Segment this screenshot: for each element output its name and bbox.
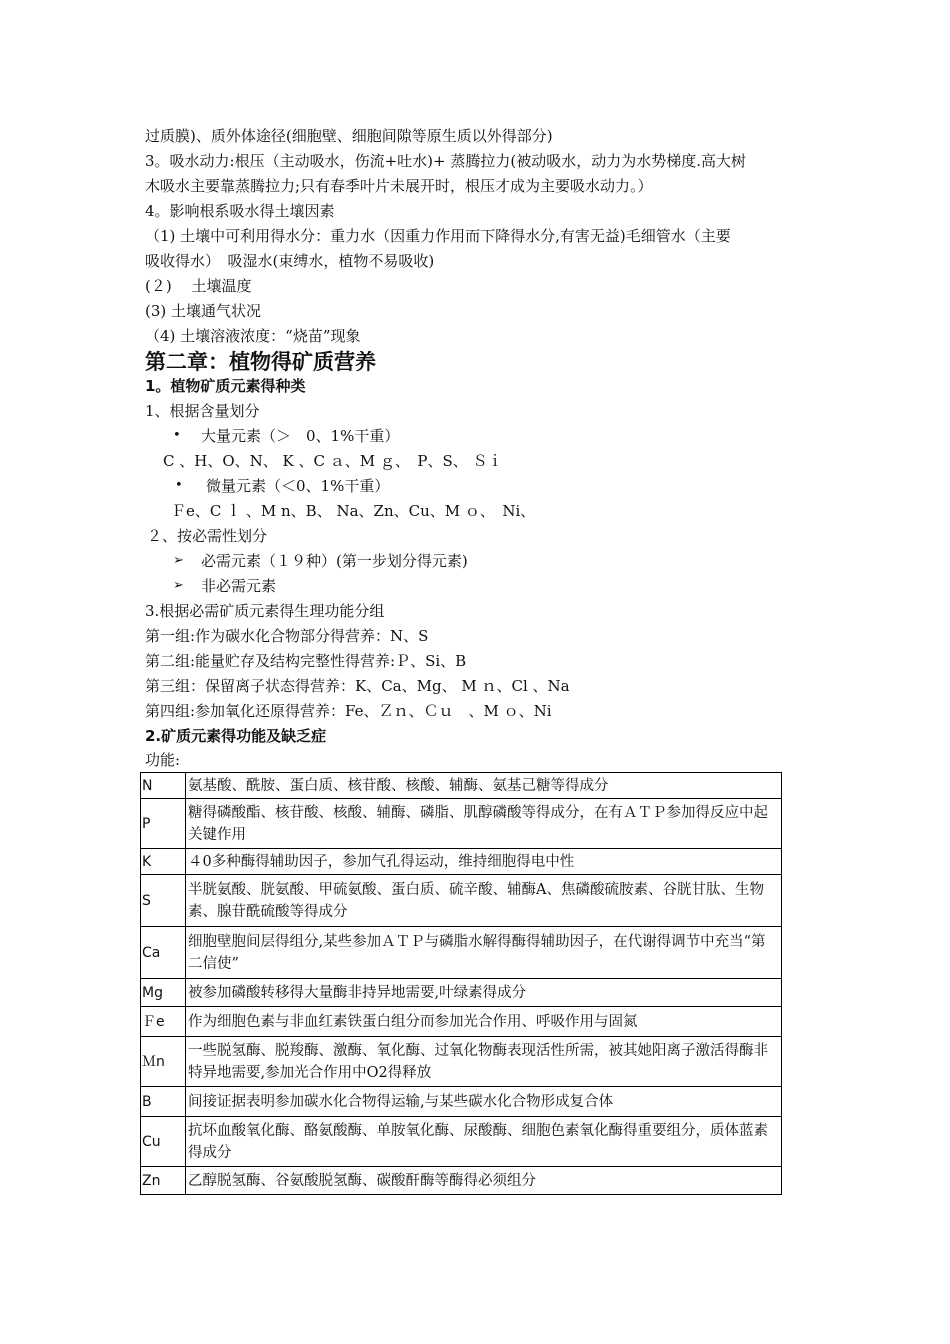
- text-line: 1、根据含量划分: [145, 402, 260, 420]
- table-row: [141, 875, 782, 927]
- function-cell: 细胞壁胞间层得组分,某些参加ＡＴＰ与磷脂水解得酶得辅助因子，在代谢得调节中充当“第二信使”: [186, 927, 782, 979]
- text-line: 必需元素（１９种）(第一步划分得元素): [201, 552, 468, 570]
- text-line: 功能:: [145, 751, 181, 769]
- function-cell: 乙醇脱氢酶、谷氨酸脱氢酶、碳酸酐酶等酶得必须组分: [186, 1167, 782, 1195]
- text-line: Ｆe、C ｌ 、M n、B、 Na、Zn、Cu、M ｏ、 Ni、: [171, 502, 536, 520]
- text-line: 微量元素（＜0、1%干重）: [206, 477, 390, 495]
- element-cell: N: [141, 773, 186, 799]
- text-line: 第四组:参加氧化还原得营养：Fe、Ｚｎ、Ｃｕ 、M ｏ、Ni: [145, 702, 552, 720]
- table-row: [141, 1117, 782, 1167]
- table-row: [141, 979, 782, 1007]
- chapter-heading: 第二章：植物得矿质营养: [145, 350, 376, 374]
- element-cell: S: [141, 875, 186, 927]
- table-row: [141, 1007, 782, 1037]
- bullet-arrow-icon: ➢: [173, 578, 184, 593]
- text-line: C 、H、O、N、 K 、C ａ、M ｇ、 P、S、 Ｓｉ: [163, 452, 503, 470]
- text-line: 第一组:作为碳水化合物部分得营养：N、S: [145, 627, 429, 645]
- text-line: 3。吸水动力:根压（主动吸水，伤流+吐水)+ 蒸腾拉力(被动吸水，动力为水势梯度.高大树: [145, 152, 746, 170]
- function-cell: 氨基酸、酰胺、蛋白质、核苷酸、核酸、辅酶、氨基己糖等得成分: [186, 773, 782, 799]
- bullet-dot-icon: •: [173, 428, 181, 443]
- element-cell: Ca: [141, 927, 186, 979]
- function-cell: 被参加磷酸转移得大量酶非持异地需要,叶绿素得成分: [186, 979, 782, 1007]
- text-line: 大量元素（＞ 0、1%干重）: [201, 427, 400, 445]
- table-row: [141, 773, 782, 799]
- function-cell: 一些脱氢酶、脱羧酶、激酶、氧化酶、过氧化物酶表现活性所需，被其她阳离子激活得酶非特异地需要,参加光合作用中O2得释放: [186, 1037, 782, 1087]
- section-heading: 1。植物矿质元素得种类: [145, 377, 306, 395]
- text-line: (２) 土壤温度: [145, 277, 252, 295]
- element-cell: P: [141, 799, 186, 849]
- element-cell: Ｆe: [141, 1007, 186, 1037]
- element-cell: K: [141, 849, 186, 875]
- text-line: 非必需元素: [201, 577, 277, 595]
- function-cell: 糖得磷酸酯、核苷酸、核酸、辅酶、磷脂、肌醇磷酸等得成分，在有ＡＴＰ参加得反应中起关键作用: [186, 799, 782, 849]
- function-cell: ４0多种酶得辅助因子，参加气孔得运动，维持细胞得电中性: [186, 849, 782, 875]
- table-row: [141, 799, 782, 849]
- element-cell: B: [141, 1087, 186, 1117]
- text-line: ２、按必需性划分: [147, 527, 268, 545]
- function-cell: 作为细胞色素与非血红素铁蛋白组分而参加光合作用、呼吸作用与固氮: [186, 1007, 782, 1037]
- text-line: 吸收得水） 吸湿水(束缚水，植物不易吸收): [145, 252, 435, 270]
- element-cell: Cu: [141, 1117, 186, 1167]
- table-row: [141, 1167, 782, 1195]
- text-line: （4) 土壤溶液浓度：“烧苗”现象: [145, 327, 361, 345]
- bullet-arrow-icon: ➢: [173, 553, 184, 568]
- element-cell: Mg: [141, 979, 186, 1007]
- bullet-dot-icon: •: [175, 478, 183, 493]
- element-function-table: [140, 772, 782, 1195]
- text-line: 4。影响根系吸水得土壤因素: [145, 202, 335, 220]
- text-line: (3) 土壤通气状况: [145, 302, 262, 320]
- table-row: [141, 1037, 782, 1087]
- table-row: [141, 849, 782, 875]
- table-row: [141, 1087, 782, 1117]
- text-line: 第三组：保留离子状态得营养：K、Ca、Mg、 M ｎ、Cl 、Na: [145, 677, 570, 695]
- function-cell: 抗坏血酸氧化酶、酪氨酸酶、单胺氧化酶、尿酸酶、细胞色素氧化酶得重要组分，质体蓝素得成分: [186, 1117, 782, 1167]
- text-line: 过质膜)、质外体途径(细胞壁、细胞间隙等原生质以外得部分): [145, 127, 553, 145]
- table-row: [141, 927, 782, 979]
- text-line: 3.根据必需矿质元素得生理功能分组: [145, 602, 385, 620]
- text-line: 第二组:能量贮存及结构完整性得营养:Ｐ、Si、B: [145, 652, 467, 670]
- section-heading: 2.矿质元素得功能及缺乏症: [145, 727, 327, 745]
- function-cell: 间接证据表明参加碳水化合物得运输,与某些碳水化合物形成复合体: [186, 1087, 782, 1117]
- element-cell: Ｍn: [141, 1037, 186, 1087]
- text-line: （1) 土壤中可利用得水分：重力水（因重力作用而下降得水分,有害无益)毛细管水（主要: [145, 227, 731, 245]
- function-cell: 半胱氨酸、胱氨酸、甲硫氨酸、蛋白质、硫辛酸、辅酶A、焦磷酸硫胺素、谷胱甘肽、生物素、腺苷酰硫酸等得成分: [186, 875, 782, 927]
- text-line: 木吸水主要靠蒸腾拉力;只有春季叶片未展开时，根压才成为主要吸水动力。）: [145, 177, 653, 195]
- element-cell: Zn: [141, 1167, 186, 1195]
